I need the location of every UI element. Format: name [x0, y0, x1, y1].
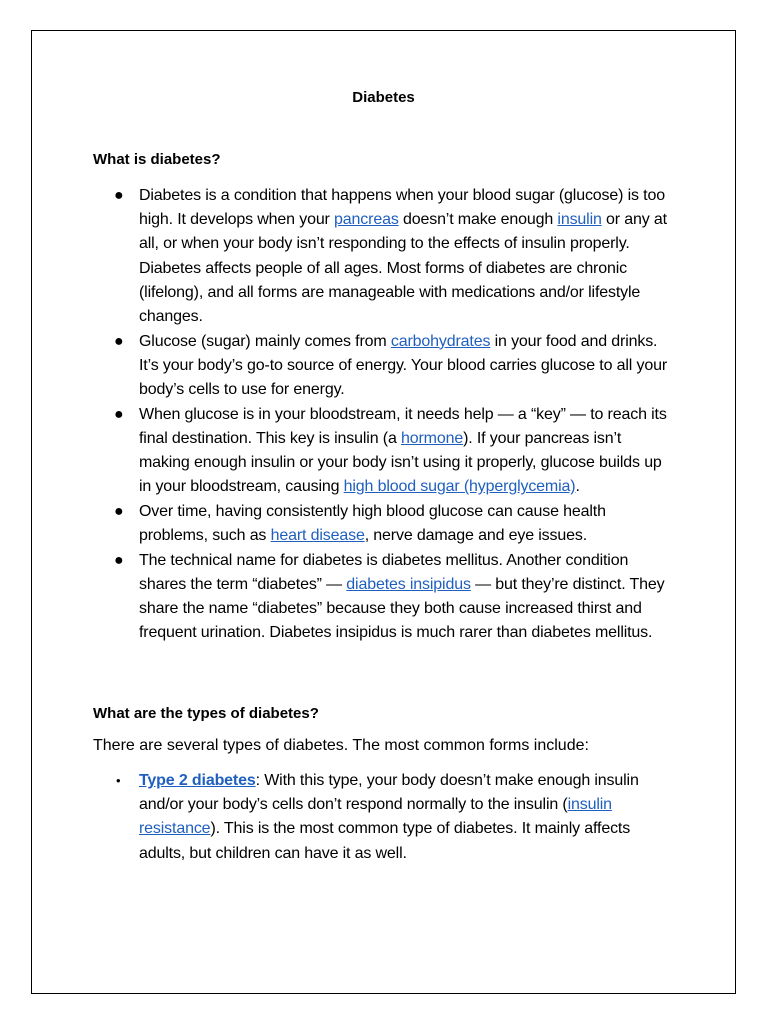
bullet-icon: ● [114, 502, 124, 520]
list-item [114, 184, 671, 329]
insulin-resistance-link[interactable]: insulin resistance [139, 796, 612, 838]
list-item-text: doesn’t make enough [398, 211, 558, 229]
list-item-text: — but they’re distinct. They share the name “diabetes” because they both cause increased thirst and frequent urination. Diabetes insipidus is much rarer than diabetes mellitus. [139, 575, 665, 642]
list-item-text: Glucose (sugar) mainly comes from [139, 332, 391, 350]
hormone-link[interactable]: hormone [400, 429, 464, 447]
types-intro-paragraph: There are several types of diabetes. The most common forms include: [93, 737, 589, 754]
section-heading-types-of-diabetes: What are the types of diabetes? [93, 705, 319, 722]
list-item [114, 549, 671, 646]
bullet-icon: ● [114, 405, 124, 423]
insulin-link[interactable]: insulin [557, 211, 602, 229]
type-2-diabetes-link[interactable]: Type 2 diabetes [139, 772, 256, 789]
list-item [114, 500, 671, 548]
hyperglycemia-link[interactable]: high blood sugar (hyperglycemia) [343, 478, 576, 496]
list-item-text: ). If your pancreas isn’t making enough insulin or your body isn’t using it properly, glucose builds up in your bloodstream, causing [139, 429, 662, 496]
bullet-icon: ● [114, 187, 124, 204]
bullet-icon: • [116, 773, 121, 788]
pancreas-link[interactable]: pancreas [334, 211, 399, 229]
list-item-text: . [575, 478, 580, 496]
list-item-text: in your food and drinks. It’s your body’s go-to source of energy. Your blood carries glucose to all your body’s cells to use for energy. [139, 332, 668, 399]
list-item-text: The technical name for diabetes is diabetes mellitus. Another condition shares the term “diabetes” — [139, 551, 629, 593]
document-title: Diabetes [352, 89, 415, 106]
list-item-text: : With this type, your body doesn’t make enough insulin and/or your body’s cells don’t respond normally to the insulin ( [139, 772, 639, 814]
diabetes-insipidus-link[interactable]: diabetes insipidus [346, 575, 471, 593]
list-item [114, 403, 671, 500]
list-item [116, 769, 671, 866]
heart-disease-link[interactable]: heart disease [270, 527, 365, 545]
carbohydrates-link[interactable]: carbohydrates [390, 332, 491, 350]
list-item-text: , nerve damage and eye issues. [364, 527, 588, 545]
list-item-text: When glucose is in your bloodstream, it needs help — a “key” — to reach its final destination. This key is insulin (a [139, 405, 667, 447]
what-is-diabetes-list [114, 184, 671, 646]
list-item-text: Diabetes is a condition that happens when your blood sugar (glucose) is too high. It develops when your [139, 187, 665, 229]
types-of-diabetes-list [116, 769, 671, 866]
document-page [31, 30, 736, 994]
bullet-icon: ● [114, 332, 124, 350]
list-item [114, 330, 671, 403]
bullet-icon: ● [114, 551, 124, 569]
list-item-text: Over time, having consistently high blood glucose can cause health problems, such as [139, 502, 606, 545]
section-heading-what-is-diabetes: What is diabetes? [93, 151, 221, 168]
list-item-text: or any at all, or when your body isn’t responding to the effects of insulin properly. Diabetes affects people of all ages. Most forms of diabetes are chronic (lifelong), and all forms are manageable with medications and/or lifestyle changes. [139, 211, 667, 326]
list-item-text: ). This is the most common type of diabetes. It mainly affects adults, but children can have it as well. [139, 820, 631, 862]
